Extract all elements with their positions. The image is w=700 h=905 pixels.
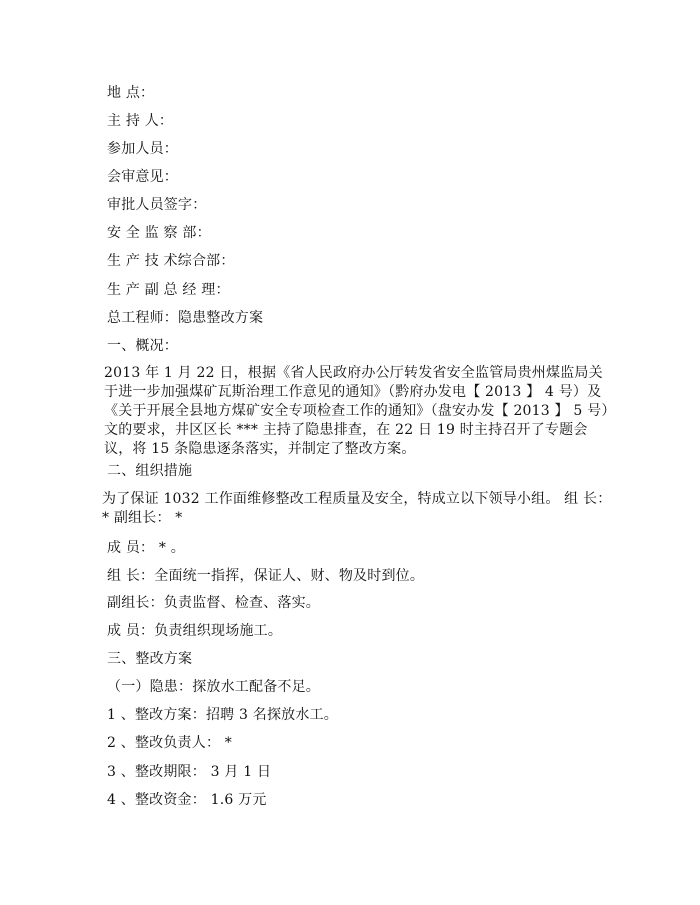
section1-heading: 一、概况： <box>107 338 178 354</box>
member-duty-line: 成 员：负责组织现场施工。 <box>107 623 283 639</box>
host-line: 主 持 人： <box>107 113 174 129</box>
location-line: 地 点： <box>107 85 155 101</box>
deputy-manager-line: 生 产 副 总 经 理： <box>107 282 230 298</box>
section3-heading: 三、整改方案 <box>107 651 193 667</box>
safety-dept-line: 安 全 监 察 部： <box>107 225 211 241</box>
deputy-duty-line: 副组长：负责监督、检查、落实。 <box>107 595 320 611</box>
leader-duty-line: 组 长：全面统一指挥，保证人、财、物及时到位。 <box>107 568 425 584</box>
chief-engineer-line: 总工程师：隐患整改方案 <box>107 310 264 326</box>
approver-signature-line: 审批人员签字： <box>107 197 207 213</box>
section1-body: 2013 年 1 月 22 日，根据《省人民政府办公厅转发省安全监管局贵州煤监局关于进一步加强煤矿瓦斯治理工作意见的通知》（黔府办发电【 2013 】 4 号）及《关于开展全县地方煤矿安全专项检查工作的通知》（盘安办发【 2013 】 5 号）文的要求，井区区长 *** 主持了隐患排查，在 22 日 19 时主持召开了专题会议，将 15 条隐患逐条落实，并制定了整改方案。 <box>104 365 609 457</box>
list-item: 2 、整改负责人： * <box>107 735 233 751</box>
hazard1-line: （一）隐患：探放水工配备不足。 <box>107 679 320 695</box>
participants-line: 参加人员： <box>107 141 178 157</box>
production-tech-dept-line: 生 产 技 术综合部： <box>107 253 235 269</box>
list-item: 4 、整改资金： 1.6 万元 <box>107 792 267 808</box>
members-line: 成 员： * 。 <box>107 540 185 556</box>
review-opinion-line: 会审意见： <box>107 169 178 185</box>
section2-body: 为了保证 1032 工作面维修整改工程质量及安全，特成立以下领导小组。 组 长： * 副组长： * <box>102 491 612 526</box>
list-item: 3 、整改期限： 3 月 1 日 <box>107 764 272 780</box>
list-item: 1 、整改方案：招聘 3 名探放水工。 <box>107 707 338 723</box>
section2-heading: 二、组织措施 <box>107 463 193 479</box>
